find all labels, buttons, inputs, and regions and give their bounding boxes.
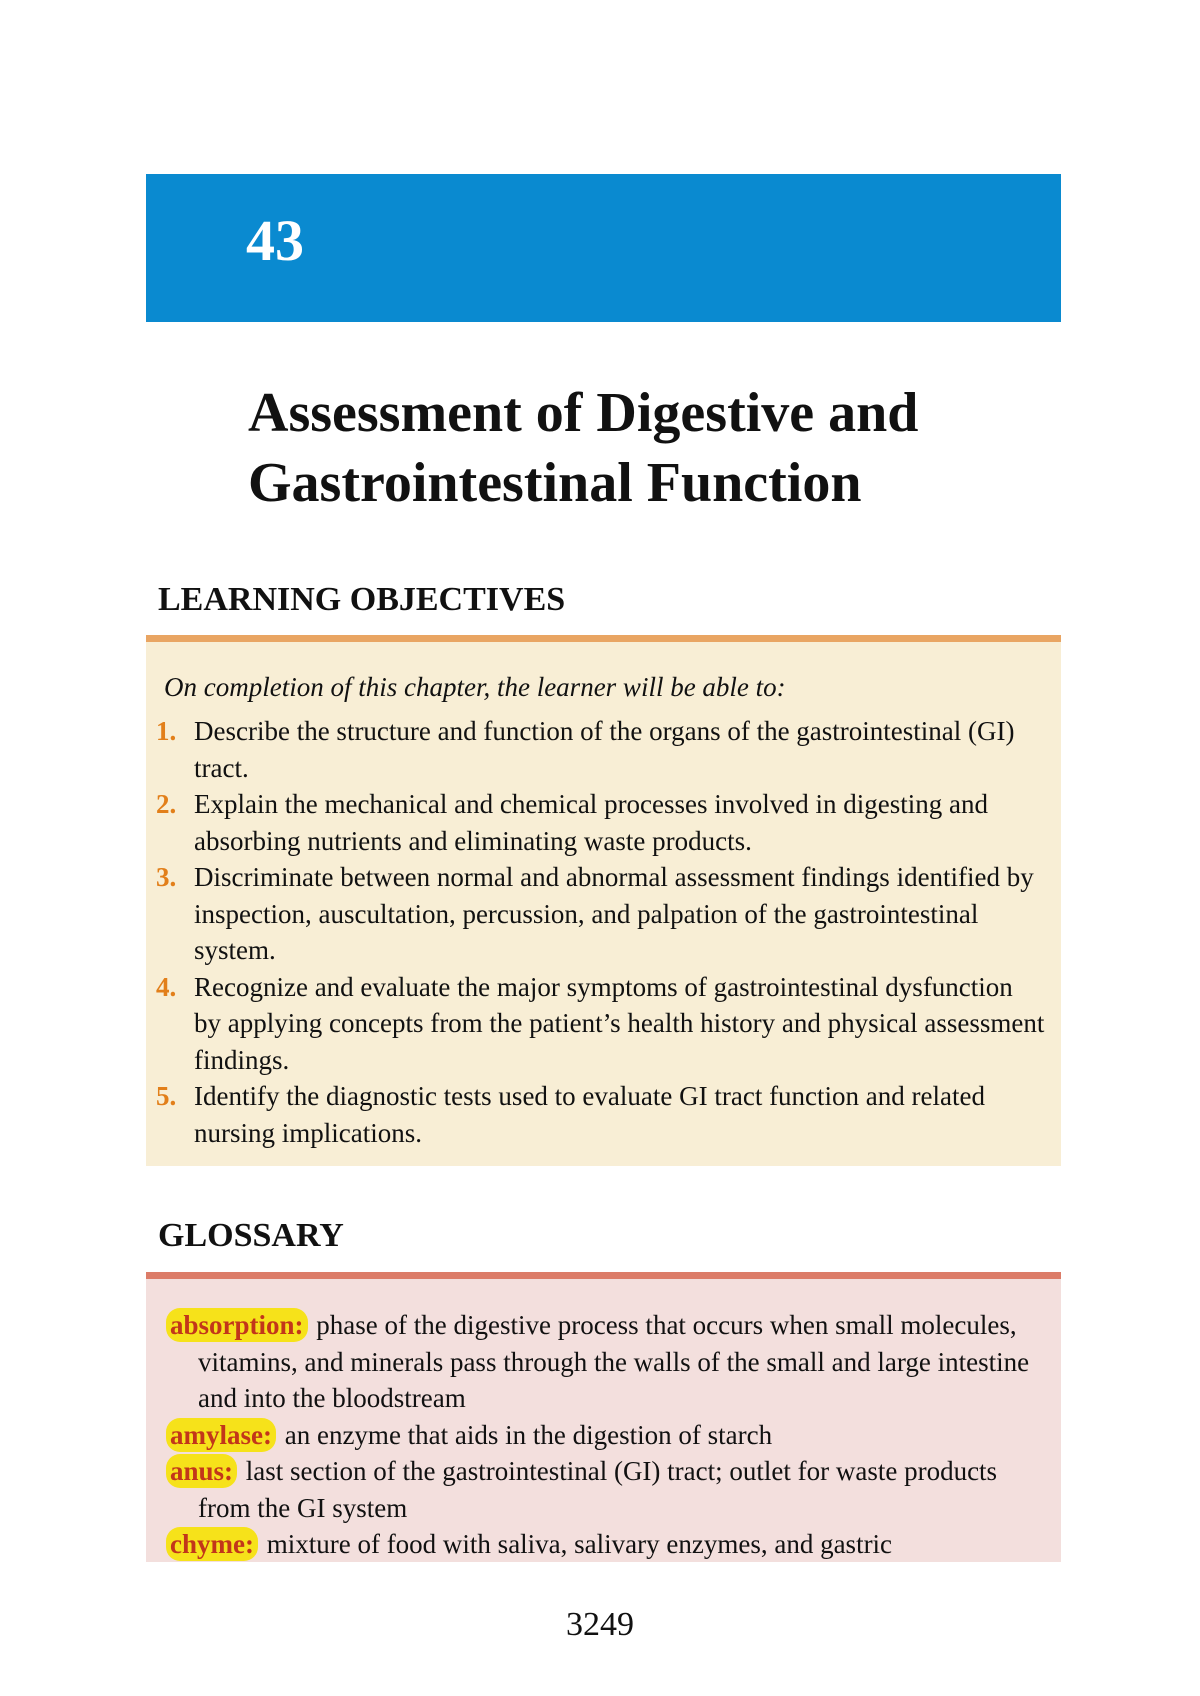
glossary-entry [146, 1417, 1051, 1454]
glossary-term: chyme: [166, 1527, 258, 1561]
objective-number: 1. [156, 716, 177, 746]
objective-number: 2. [156, 789, 177, 819]
chapter-title [248, 378, 1048, 518]
glossary-box [146, 1272, 1061, 1562]
chapter-banner [146, 174, 1061, 322]
objective-text: Describe the structure and function of the organs of the gastrointestinal (GI) tract. [194, 716, 1015, 783]
chapter-number: 43 [246, 208, 304, 273]
objective-item [146, 859, 1046, 969]
objective-item [146, 713, 1046, 786]
objectives-list [146, 713, 1046, 1151]
glossary-term: amylase: [166, 1418, 276, 1452]
objective-item [146, 1078, 1046, 1151]
glossary-definition: an enzyme that aids in the digestion of starch [284, 1419, 773, 1450]
objective-number: 3. [156, 862, 177, 892]
glossary-definition: phase of the digestive process that occurs when small molecules, vitamins, and minerals pass through the walls of the small and large intestine and into the bloodstream [198, 1310, 1030, 1413]
glossary-entry [146, 1526, 1051, 1562]
objective-item [146, 786, 1046, 859]
glossary-entry [146, 1453, 1051, 1526]
chapter-title-line-1: Assessment of Digestive and [248, 382, 919, 444]
objective-text: Explain the mechanical and chemical processes involved in digesting and absorbing nutrients and eliminating waste products. [194, 789, 988, 856]
objective-number: 5. [156, 1081, 177, 1111]
chapter-title-line-2: Gastrointestinal Function [248, 452, 862, 514]
objective-number: 4. [156, 971, 177, 1002]
glossary-term: anus: [166, 1454, 237, 1488]
objective-item [146, 969, 1046, 1079]
glossary-term: absorption: [166, 1308, 308, 1342]
glossary-entry [146, 1307, 1051, 1417]
page-number: 3249 [566, 1606, 634, 1643]
objectives-intro: On completion of this chapter, the learner will be able to: [164, 672, 786, 702]
objective-text: Identify the diagnostic tests used to evaluate GI tract function and related nursing implications. [194, 1081, 985, 1148]
glossary-heading: GLOSSARY [158, 1217, 344, 1254]
glossary-definition: mixture of food with saliva, salivary enzymes, and gastric [266, 1529, 893, 1559]
objective-text: Discriminate between normal and abnormal assessment findings identified by inspection, auscultation, percussion, and palpation of the gastrointestinal system. [194, 862, 1034, 965]
glossary-list [146, 1307, 1051, 1562]
objective-text: Recognize and evaluate the major symptoms of gastrointestinal dysfunction by applying concepts from the patient’s health history and physical assessment findings. [194, 971, 1045, 1075]
learning-objectives-heading: LEARNING OBJECTIVES [158, 581, 566, 618]
glossary-definition: last section of the gastrointestinal (GI) tract; outlet for waste products from the GI system [198, 1456, 998, 1523]
learning-objectives-box [146, 635, 1061, 1166]
